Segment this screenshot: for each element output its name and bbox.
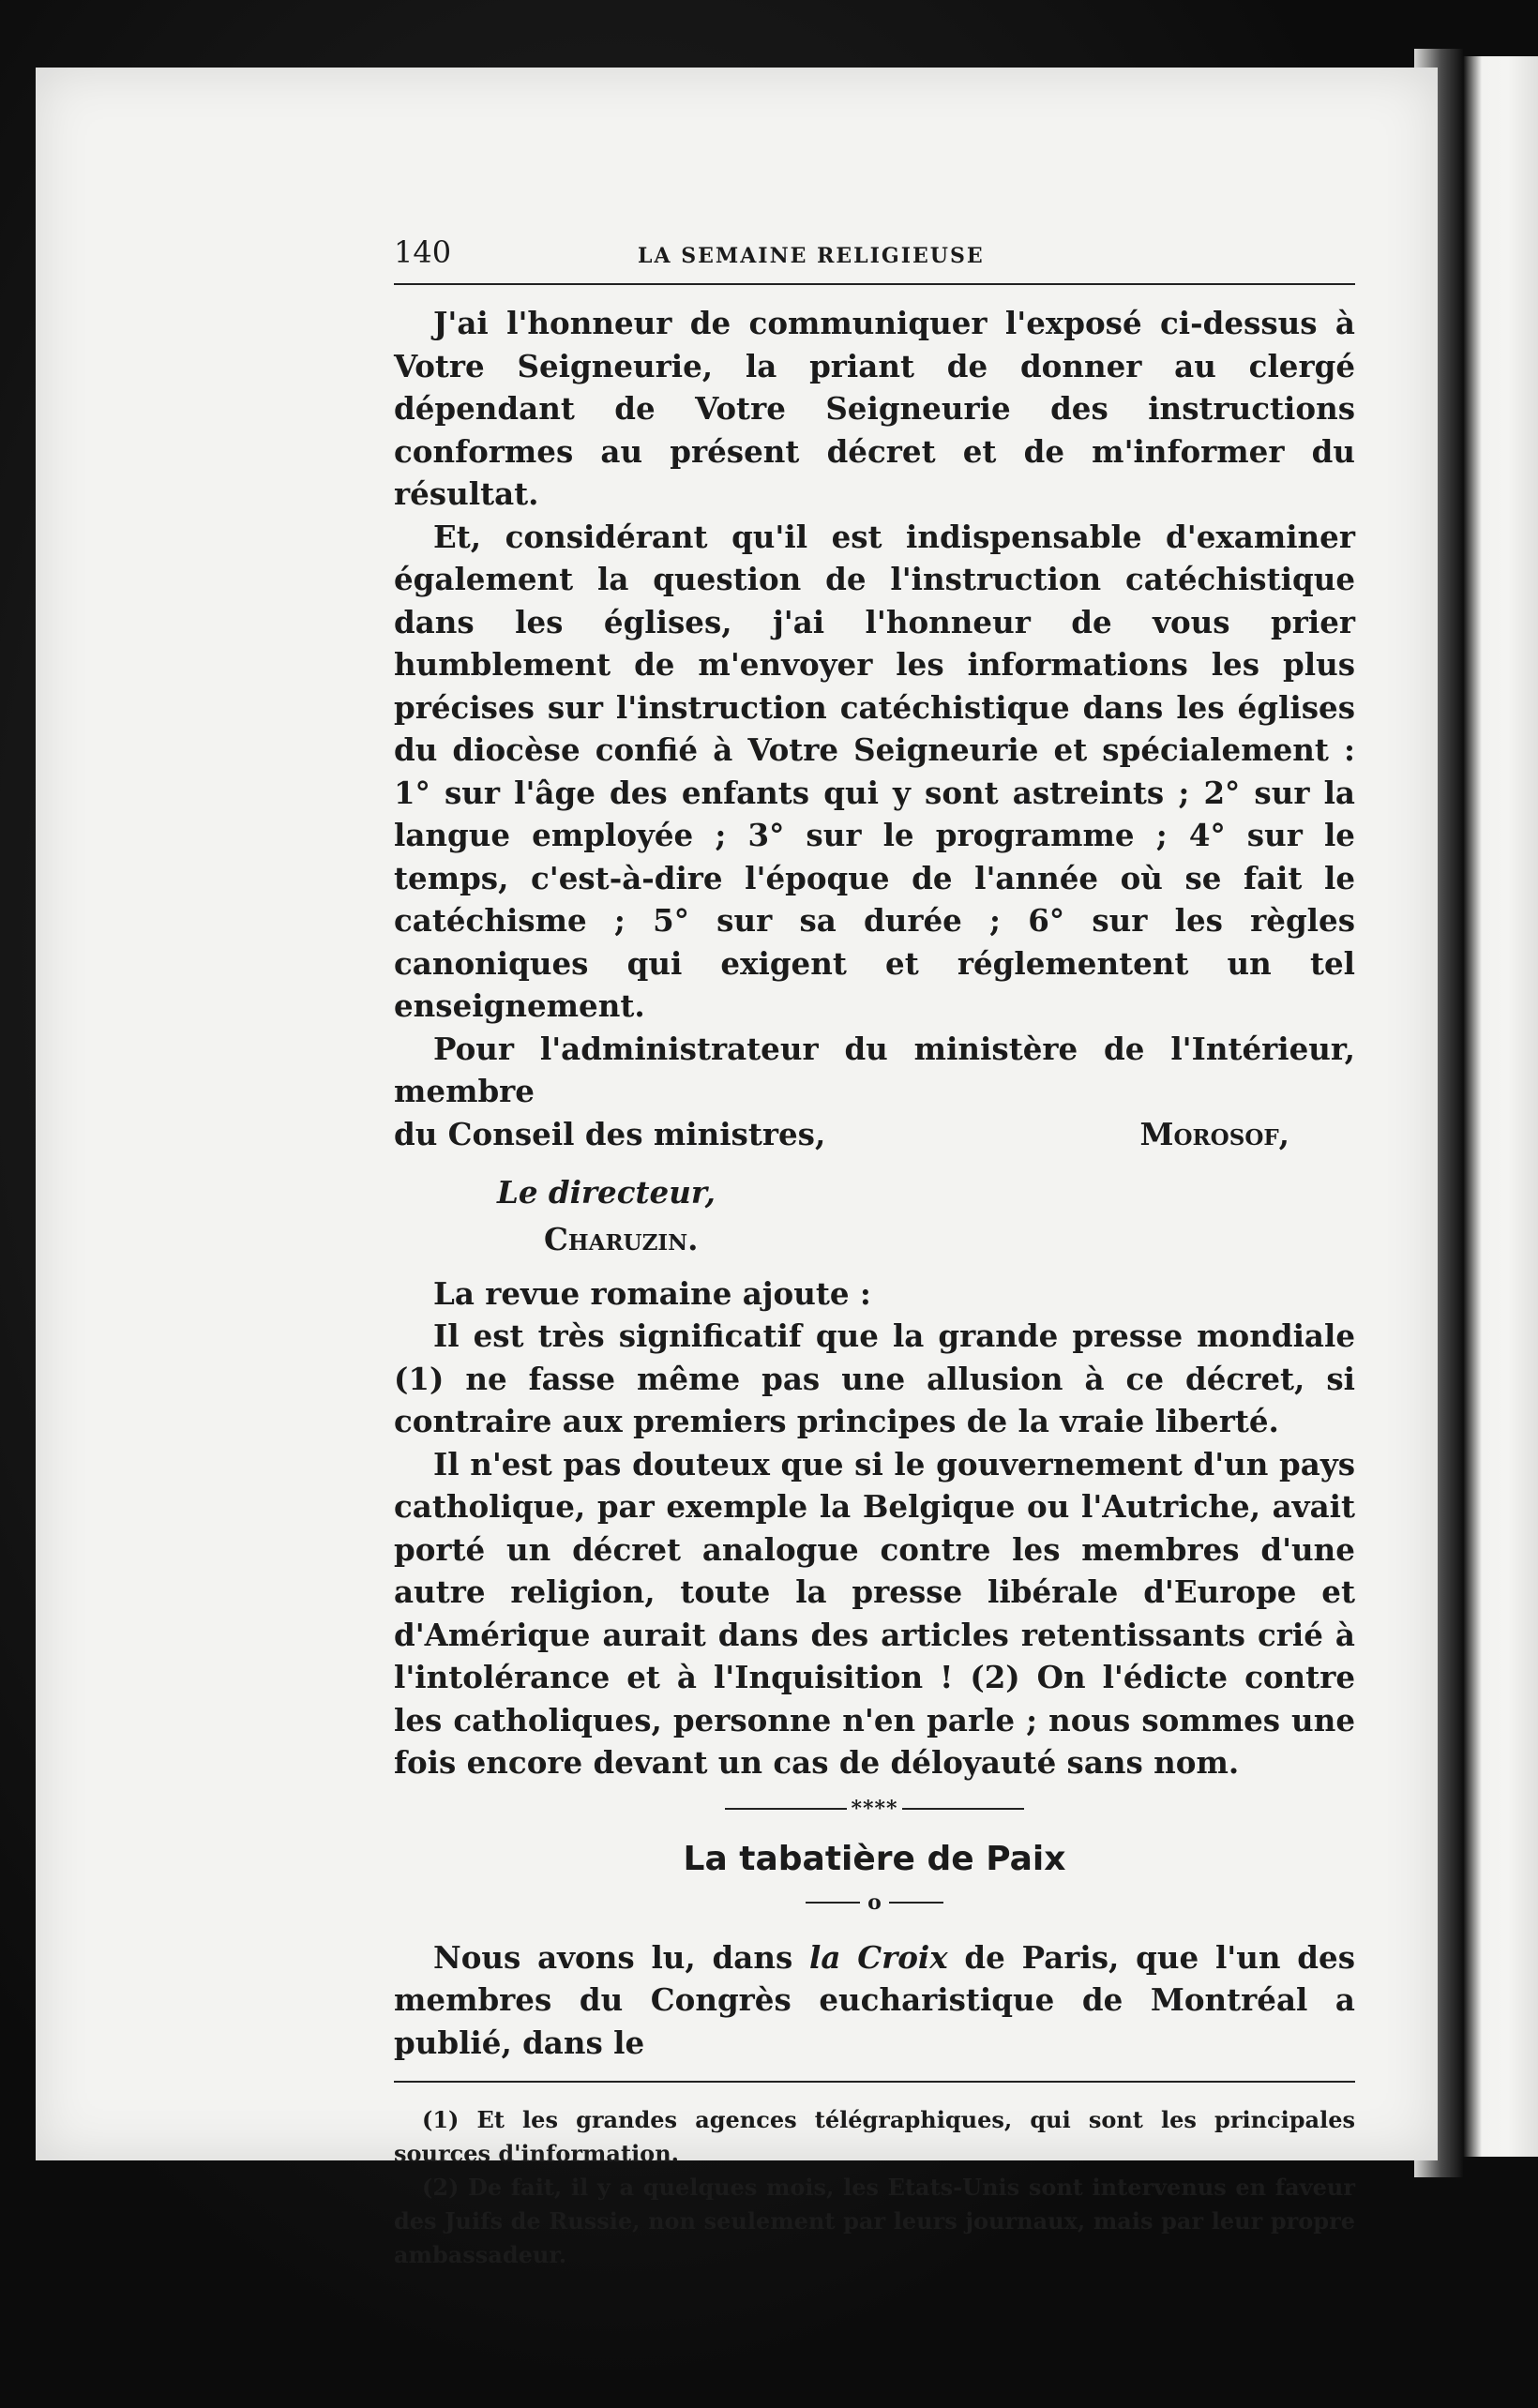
title-ornament — [394, 1889, 1355, 1915]
paragraph-3: Pour l'administrateur du ministère de l'Intérieur, membre — [394, 1030, 1355, 1109]
section-paragraph-1 — [394, 1936, 1355, 2065]
paragraph-2: Et, considérant qu'il est indispensable d'examiner également la question de l'instruction catéchistique dans les églises, j'ai l'honneur de vous prier humblement de m'envoyer les informations les plus précises sur l'instruction catéchistique dans les églises du diocèse confié à Votre Seigneurie et spécialement : 1° sur l'âge des enfants qui y sont astreints ; 2° sur la langue employée ; 3° sur le programme ; 4° sur le temps, c'est-à-dire l'époque de l'année où se fait le catéchisme ; 5° sur sa durée ; 6° sur les règles canoniques qui exigent et réglementent un tel enseignement. — [394, 518, 1355, 1024]
section-title: La tabatière de Paix — [683, 1839, 1066, 1878]
footnote-rule — [394, 2081, 1355, 2083]
divider-line-left — [725, 1808, 847, 1810]
section-p1-start: Nous avons lu, dans — [433, 1938, 810, 1976]
section-divider — [394, 1796, 1355, 1821]
body-text — [394, 302, 1355, 1113]
divider-stars: **** — [851, 1796, 898, 1821]
ornament-circle: o — [867, 1889, 882, 1915]
paragraph-1: J'ai l'honneur de communiquer l'exposé ci-dessus à Votre Seigneurie, la priant de donner au clergé dépendant de Votre Seigneurie des instructions conformes au présent décret et de m'informer du résultat. — [394, 305, 1355, 512]
director-name: Charuzin. — [544, 1220, 699, 1257]
paragraph-5: Il est très significatif que la grande presse mondiale (1) ne fasse même pas une allusion à ce décret, si contraire aux premiers principes de la vraie liberté. — [394, 1317, 1355, 1439]
section-body — [394, 1936, 1355, 2065]
signature-line-text: du Conseil des ministres, — [394, 1115, 826, 1152]
journal-title: LA SEMAINE RELIGIEUSE — [638, 244, 985, 268]
page-number: 140 — [394, 234, 452, 270]
signatory-name: Morosof, — [1139, 1115, 1289, 1152]
body-text-2 — [394, 1272, 1355, 1784]
page-content — [394, 234, 1355, 2272]
signature-line — [394, 1113, 1355, 1156]
running-head — [394, 234, 1355, 285]
footnotes — [394, 2103, 1355, 2272]
divider-line-right — [902, 1808, 1024, 1810]
paragraph-6: Il n'est pas douteux que si le gouvernement d'un pays catholique, par exemple la Belgique ou l'Autriche, avait porté un décret analogue contre les membres d'une autre religion, toute la presse libérale d'Europe et d'Amérique aurait dans des articles retentissants crié à l'intolérance et à l'Inquisition ! (2) On l'édicte contre les catholiques, personne n'en parle ; nous sommes une fois encore devant un cas de déloyauté sans nom. — [394, 1445, 1355, 1781]
paragraph-4: La revue romaine ajoute : — [433, 1274, 871, 1312]
ornament-line-left — [806, 1902, 860, 1904]
ornament-line-right — [889, 1902, 943, 1904]
adjacent-page-strip — [1463, 56, 1538, 2157]
footnote-1: (1) Et les grandes agences télégraphiques, qui sont les principales sources d'information. — [394, 2106, 1355, 2167]
footnote-2: (2) De fait, il y a quelques mois, les Etats-Unis sont intervenus en faveur des Juifs de Russie, non seulement par leurs journaux, mais par leur propre ambassadeur. — [394, 2174, 1355, 2268]
director-title: Le directeur, — [497, 1173, 716, 1211]
section-p1-italic: la Croix — [809, 1938, 948, 1976]
section-p1-end: de Paris, que l'un des membres du Congrès eucharistique de Montréal a publié, dans le — [394, 1938, 1356, 2061]
